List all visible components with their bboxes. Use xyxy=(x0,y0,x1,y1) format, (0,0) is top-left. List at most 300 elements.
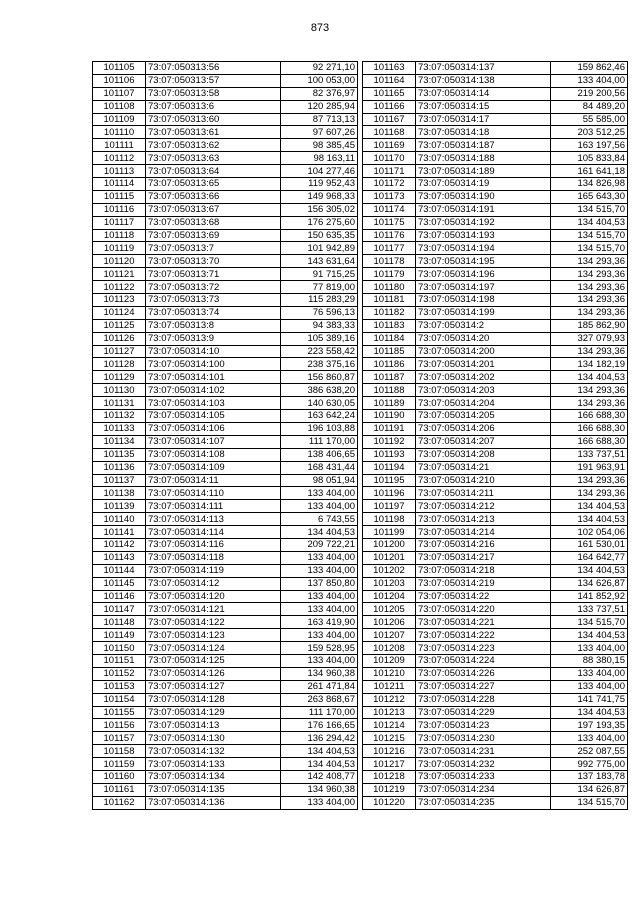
cadastral-number-cell: 73:07:050314:203 xyxy=(416,384,551,397)
row-number-cell: 101123 xyxy=(93,294,146,307)
table-row xyxy=(363,62,628,75)
table-row xyxy=(93,319,358,332)
row-number-cell: 101122 xyxy=(93,281,146,294)
table-row xyxy=(363,319,628,332)
cadastral-number-cell: 73:07:050314:132 xyxy=(146,745,281,758)
cadastral-number-cell: 73:07:050314:195 xyxy=(416,255,551,268)
cadastral-number-cell: 73:07:050314:191 xyxy=(416,203,551,216)
cadastral-number-cell: 73:07:050314:22 xyxy=(416,590,551,603)
table-row xyxy=(93,616,358,629)
row-number-cell: 101172 xyxy=(363,178,416,191)
value-cell: 133 737,51 xyxy=(551,448,628,461)
table-row xyxy=(363,422,628,435)
value-cell: 98 163,11 xyxy=(281,152,358,165)
row-number-cell: 101209 xyxy=(363,654,416,667)
cadastral-number-cell: 73:07:050314:125 xyxy=(146,654,281,667)
table-row xyxy=(93,732,358,745)
table-row xyxy=(93,590,358,603)
row-number-cell: 101204 xyxy=(363,590,416,603)
table-row xyxy=(93,448,358,461)
cadastral-number-cell: 73:07:050314:204 xyxy=(416,397,551,410)
cadastral-number-cell: 73:07:050314:100 xyxy=(146,358,281,371)
cadastral-number-cell: 73:07:050314:129 xyxy=(146,706,281,719)
cadastral-number-cell: 73:07:050313:57 xyxy=(146,74,281,87)
value-cell: 82 376,97 xyxy=(281,87,358,100)
row-number-cell: 101132 xyxy=(93,410,146,423)
value-cell: 223 558,42 xyxy=(281,345,358,358)
table-row xyxy=(363,294,628,307)
table-row xyxy=(93,397,358,410)
table-row xyxy=(93,770,358,783)
value-cell: 120 285,94 xyxy=(281,100,358,113)
left-table-body xyxy=(93,62,358,810)
row-number-cell: 101176 xyxy=(363,229,416,242)
value-cell: 163 197,56 xyxy=(551,139,628,152)
cadastral-number-cell: 73:07:050314:118 xyxy=(146,551,281,564)
row-number-cell: 101197 xyxy=(363,500,416,513)
table-row xyxy=(363,281,628,294)
cadastral-number-cell: 73:07:050314:108 xyxy=(146,448,281,461)
table-row xyxy=(363,616,628,629)
value-cell: 133 404,00 xyxy=(551,642,628,655)
row-number-cell: 101190 xyxy=(363,410,416,423)
cadastral-number-cell: 73:07:050314:235 xyxy=(416,796,551,809)
cadastral-number-cell: 73:07:050314:188 xyxy=(416,152,551,165)
table-row xyxy=(363,590,628,603)
row-number-cell: 101156 xyxy=(93,719,146,732)
row-number-cell: 101136 xyxy=(93,461,146,474)
value-cell: 77 819,00 xyxy=(281,281,358,294)
cadastral-number-cell: 73:07:050314:202 xyxy=(416,371,551,384)
table-row xyxy=(363,577,628,590)
value-cell: 163 642,24 xyxy=(281,410,358,423)
value-cell: 327 079,93 xyxy=(551,332,628,345)
table-row xyxy=(363,745,628,758)
row-number-cell: 101220 xyxy=(363,796,416,809)
table-row xyxy=(93,422,358,435)
cadastral-number-cell: 73:07:050314:206 xyxy=(416,422,551,435)
row-number-cell: 101135 xyxy=(93,448,146,461)
row-number-cell: 101114 xyxy=(93,178,146,191)
table-row xyxy=(363,126,628,139)
cadastral-number-cell: 73:07:050314:210 xyxy=(416,474,551,487)
row-number-cell: 101142 xyxy=(93,538,146,551)
table-row xyxy=(363,345,628,358)
cadastral-number-cell: 73:07:050314:130 xyxy=(146,732,281,745)
cadastral-number-cell: 73:07:050314:207 xyxy=(416,435,551,448)
table-row xyxy=(363,242,628,255)
value-cell: 88 380,15 xyxy=(551,654,628,667)
cadastral-number-cell: 73:07:050314:234 xyxy=(416,783,551,796)
table-row xyxy=(363,255,628,268)
table-row xyxy=(363,165,628,178)
cadastral-number-cell: 73:07:050314:127 xyxy=(146,680,281,693)
value-cell: 104 277,46 xyxy=(281,165,358,178)
table-row xyxy=(363,306,628,319)
row-number-cell: 101182 xyxy=(363,306,416,319)
row-number-cell: 101145 xyxy=(93,577,146,590)
cadastral-number-cell: 73:07:050314:136 xyxy=(146,796,281,809)
cadastral-number-cell: 73:07:050314:138 xyxy=(416,74,551,87)
table-row xyxy=(93,435,358,448)
table-row xyxy=(363,190,628,203)
table-row xyxy=(93,384,358,397)
row-number-cell: 101127 xyxy=(93,345,146,358)
table-row xyxy=(93,113,358,126)
table-row xyxy=(93,294,358,307)
value-cell: 134 404,53 xyxy=(281,745,358,758)
table-row xyxy=(93,255,358,268)
cadastral-number-cell: 73:07:050314:208 xyxy=(416,448,551,461)
value-cell: 252 087,55 xyxy=(551,745,628,758)
value-cell: 263 868,67 xyxy=(281,693,358,706)
value-cell: 386 638,20 xyxy=(281,384,358,397)
cadastral-number-cell: 73:07:050314:126 xyxy=(146,667,281,680)
table-row xyxy=(93,229,358,242)
table-row xyxy=(93,513,358,526)
row-number-cell: 101177 xyxy=(363,242,416,255)
cadastral-number-cell: 73:07:050314:226 xyxy=(416,667,551,680)
cadastral-number-cell: 73:07:050314:232 xyxy=(416,758,551,771)
table-row xyxy=(363,564,628,577)
table-row xyxy=(363,113,628,126)
table-row xyxy=(363,203,628,216)
row-number-cell: 101171 xyxy=(363,165,416,178)
table-row xyxy=(363,152,628,165)
row-number-cell: 101179 xyxy=(363,268,416,281)
table-row xyxy=(93,165,358,178)
table-row xyxy=(93,474,358,487)
cadastral-number-cell: 73:07:050313:74 xyxy=(146,306,281,319)
value-cell: 134 293,36 xyxy=(551,345,628,358)
cadastral-number-cell: 73:07:050314:196 xyxy=(416,268,551,281)
value-cell: 261 471,84 xyxy=(281,680,358,693)
value-cell: 185 862,90 xyxy=(551,319,628,332)
table-row xyxy=(363,500,628,513)
table-row xyxy=(363,448,628,461)
value-cell: 133 404,00 xyxy=(281,564,358,577)
value-cell: 133 404,00 xyxy=(281,654,358,667)
value-cell: 134 515,70 xyxy=(551,203,628,216)
cadastral-number-cell: 73:07:050313:8 xyxy=(146,319,281,332)
cadastral-number-cell: 73:07:050314:217 xyxy=(416,551,551,564)
row-number-cell: 101144 xyxy=(93,564,146,577)
table-row xyxy=(93,487,358,500)
row-number-cell: 101213 xyxy=(363,706,416,719)
row-number-cell: 101166 xyxy=(363,100,416,113)
value-cell: 133 404,00 xyxy=(551,680,628,693)
table-row xyxy=(363,706,628,719)
table-row xyxy=(93,719,358,732)
row-number-cell: 101218 xyxy=(363,770,416,783)
row-number-cell: 101128 xyxy=(93,358,146,371)
table-row xyxy=(363,435,628,448)
row-number-cell: 101113 xyxy=(93,165,146,178)
table-row xyxy=(363,551,628,564)
value-cell: 102 054,06 xyxy=(551,526,628,539)
cadastral-number-cell: 73:07:050313:62 xyxy=(146,139,281,152)
cadastral-number-cell: 73:07:050313:60 xyxy=(146,113,281,126)
table-row xyxy=(363,654,628,667)
table-row xyxy=(93,371,358,384)
cadastral-number-cell: 73:07:050314:212 xyxy=(416,500,551,513)
value-cell: 98 051,94 xyxy=(281,474,358,487)
table-row xyxy=(363,603,628,616)
table-row xyxy=(93,783,358,796)
table-row xyxy=(93,152,358,165)
cadastral-number-cell: 73:07:050313:7 xyxy=(146,242,281,255)
value-cell: 219 200,56 xyxy=(551,87,628,100)
row-number-cell: 101153 xyxy=(93,680,146,693)
table-row xyxy=(93,654,358,667)
row-number-cell: 101206 xyxy=(363,616,416,629)
value-cell: 134 826,98 xyxy=(551,178,628,191)
value-cell: 134 626,87 xyxy=(551,783,628,796)
value-cell: 164 642,77 xyxy=(551,551,628,564)
value-cell: 133 404,00 xyxy=(551,732,628,745)
table-row xyxy=(93,178,358,191)
cadastral-number-cell: 73:07:050314:205 xyxy=(416,410,551,423)
cadastral-number-cell: 73:07:050314:114 xyxy=(146,526,281,539)
table-row xyxy=(93,667,358,680)
value-cell: 133 404,00 xyxy=(281,796,358,809)
cadastral-number-cell: 73:07:050313:69 xyxy=(146,229,281,242)
cadastral-number-cell: 73:07:050313:66 xyxy=(146,190,281,203)
page-number: 873 xyxy=(310,22,330,34)
value-cell: 98 385,45 xyxy=(281,139,358,152)
row-number-cell: 101134 xyxy=(93,435,146,448)
row-number-cell: 101195 xyxy=(363,474,416,487)
cadastral-number-cell: 73:07:050313:56 xyxy=(146,62,281,75)
table-row xyxy=(93,603,358,616)
cadastral-number-cell: 73:07:050314:229 xyxy=(416,706,551,719)
cadastral-number-cell: 73:07:050313:9 xyxy=(146,332,281,345)
row-number-cell: 101201 xyxy=(363,551,416,564)
value-cell: 100 053,00 xyxy=(281,74,358,87)
cadastral-number-cell: 73:07:050314:222 xyxy=(416,629,551,642)
value-cell: 159 862,46 xyxy=(551,62,628,75)
value-cell: 101 942,89 xyxy=(281,242,358,255)
table-row xyxy=(363,513,628,526)
value-cell: 119 952,43 xyxy=(281,178,358,191)
cadastral-number-cell: 73:07:050314:19 xyxy=(416,178,551,191)
cadastral-number-cell: 73:07:050314:122 xyxy=(146,616,281,629)
value-cell: 161 641,18 xyxy=(551,165,628,178)
value-cell: 992 775,00 xyxy=(551,758,628,771)
row-number-cell: 101217 xyxy=(363,758,416,771)
cadastral-number-cell: 73:07:050314:111 xyxy=(146,500,281,513)
row-number-cell: 101183 xyxy=(363,319,416,332)
value-cell: 143 631,64 xyxy=(281,255,358,268)
value-cell: 134 404,53 xyxy=(551,564,628,577)
row-number-cell: 101199 xyxy=(363,526,416,539)
value-cell: 134 404,53 xyxy=(551,513,628,526)
row-number-cell: 101160 xyxy=(93,770,146,783)
value-cell: 94 383,33 xyxy=(281,319,358,332)
table-row xyxy=(363,783,628,796)
cadastral-number-cell: 73:07:050314:103 xyxy=(146,397,281,410)
value-cell: 163 419,90 xyxy=(281,616,358,629)
row-number-cell: 101139 xyxy=(93,500,146,513)
value-cell: 134 293,36 xyxy=(551,294,628,307)
table-row xyxy=(363,693,628,706)
value-cell: 97 607,26 xyxy=(281,126,358,139)
row-number-cell: 101137 xyxy=(93,474,146,487)
cadastral-number-cell: 73:07:050313:67 xyxy=(146,203,281,216)
value-cell: 166 688,30 xyxy=(551,410,628,423)
value-cell: 134 515,70 xyxy=(551,242,628,255)
value-cell: 134 515,70 xyxy=(551,616,628,629)
value-cell: 238 375,16 xyxy=(281,358,358,371)
cadastral-number-cell: 73:07:050314:15 xyxy=(416,100,551,113)
cadastral-number-cell: 73:07:050313:63 xyxy=(146,152,281,165)
value-cell: 105 833,84 xyxy=(551,152,628,165)
cadastral-number-cell: 73:07:050314:20 xyxy=(416,332,551,345)
row-number-cell: 101118 xyxy=(93,229,146,242)
value-cell: 55 585,00 xyxy=(551,113,628,126)
row-number-cell: 101194 xyxy=(363,461,416,474)
cadastral-number-cell: 73:07:050314:113 xyxy=(146,513,281,526)
cadastral-number-cell: 73:07:050314:192 xyxy=(416,216,551,229)
table-row xyxy=(93,693,358,706)
value-cell: 161 530,01 xyxy=(551,538,628,551)
row-number-cell: 101116 xyxy=(93,203,146,216)
row-number-cell: 101207 xyxy=(363,629,416,642)
row-number-cell: 101193 xyxy=(363,448,416,461)
cadastral-number-cell: 73:07:050314:17 xyxy=(416,113,551,126)
table-row xyxy=(93,242,358,255)
table-row xyxy=(363,332,628,345)
value-cell: 203 512,25 xyxy=(551,126,628,139)
value-cell: 134 515,70 xyxy=(551,796,628,809)
row-number-cell: 101200 xyxy=(363,538,416,551)
row-number-cell: 101126 xyxy=(93,332,146,345)
cadastral-number-cell: 73:07:050314:137 xyxy=(416,62,551,75)
cadastral-number-cell: 73:07:050313:71 xyxy=(146,268,281,281)
cadastral-number-cell: 73:07:050314:197 xyxy=(416,281,551,294)
cadastral-number-cell: 73:07:050314:189 xyxy=(416,165,551,178)
table-row xyxy=(363,526,628,539)
row-number-cell: 101192 xyxy=(363,435,416,448)
cadastral-number-cell: 73:07:050314:190 xyxy=(416,190,551,203)
value-cell: 105 389,16 xyxy=(281,332,358,345)
row-number-cell: 101119 xyxy=(93,242,146,255)
value-cell: 165 643,30 xyxy=(551,190,628,203)
table-row xyxy=(363,268,628,281)
table-row xyxy=(363,87,628,100)
value-cell: 176 275,60 xyxy=(281,216,358,229)
table-row xyxy=(93,500,358,513)
cadastral-number-cell: 73:07:050313:65 xyxy=(146,178,281,191)
row-number-cell: 101141 xyxy=(93,526,146,539)
value-cell: 133 404,00 xyxy=(281,629,358,642)
cadastral-number-cell: 73:07:050314:233 xyxy=(416,770,551,783)
row-number-cell: 101143 xyxy=(93,551,146,564)
table-row xyxy=(93,577,358,590)
cadastral-number-cell: 73:07:050314:107 xyxy=(146,435,281,448)
value-cell: 134 293,36 xyxy=(551,384,628,397)
table-row xyxy=(363,410,628,423)
row-number-cell: 101169 xyxy=(363,139,416,152)
cadastral-number-cell: 73:07:050314:194 xyxy=(416,242,551,255)
value-cell: 133 404,00 xyxy=(281,551,358,564)
row-number-cell: 101121 xyxy=(93,268,146,281)
value-cell: 76 596,13 xyxy=(281,306,358,319)
row-number-cell: 101161 xyxy=(93,783,146,796)
value-cell: 141 852,92 xyxy=(551,590,628,603)
row-number-cell: 101191 xyxy=(363,422,416,435)
row-number-cell: 101219 xyxy=(363,783,416,796)
row-number-cell: 101185 xyxy=(363,345,416,358)
value-cell: 134 960,38 xyxy=(281,667,358,680)
value-cell: 166 688,30 xyxy=(551,422,628,435)
cadastral-number-cell: 73:07:050313:58 xyxy=(146,87,281,100)
cadastral-number-cell: 73:07:050314:231 xyxy=(416,745,551,758)
value-cell: 150 635,35 xyxy=(281,229,358,242)
row-number-cell: 101198 xyxy=(363,513,416,526)
table-row xyxy=(93,745,358,758)
cadastral-number-cell: 73:07:050313:70 xyxy=(146,255,281,268)
table-row xyxy=(93,306,358,319)
cadastral-number-cell: 73:07:050314:228 xyxy=(416,693,551,706)
value-cell: 134 293,36 xyxy=(551,255,628,268)
table-row xyxy=(363,758,628,771)
table-row xyxy=(93,706,358,719)
table-row xyxy=(363,139,628,152)
row-number-cell: 101202 xyxy=(363,564,416,577)
row-number-cell: 101174 xyxy=(363,203,416,216)
value-cell: 191 963,91 xyxy=(551,461,628,474)
value-cell: 134 293,36 xyxy=(551,306,628,319)
value-cell: 134 293,36 xyxy=(551,474,628,487)
row-number-cell: 101189 xyxy=(363,397,416,410)
value-cell: 111 170,00 xyxy=(281,706,358,719)
row-number-cell: 101212 xyxy=(363,693,416,706)
row-number-cell: 101205 xyxy=(363,603,416,616)
value-cell: 115 283,29 xyxy=(281,294,358,307)
cadastral-number-cell: 73:07:050314:213 xyxy=(416,513,551,526)
row-number-cell: 101146 xyxy=(93,590,146,603)
row-number-cell: 101115 xyxy=(93,190,146,203)
value-cell: 134 960,38 xyxy=(281,783,358,796)
value-cell: 134 293,36 xyxy=(551,397,628,410)
table-row xyxy=(93,203,358,216)
row-number-cell: 101105 xyxy=(93,62,146,75)
row-number-cell: 101108 xyxy=(93,100,146,113)
table-row xyxy=(363,680,628,693)
value-cell: 141 741,75 xyxy=(551,693,628,706)
cadastral-number-cell: 73:07:050314:230 xyxy=(416,732,551,745)
table-row xyxy=(363,719,628,732)
table-row xyxy=(93,629,358,642)
cadastral-number-cell: 73:07:050314:227 xyxy=(416,680,551,693)
left-data-table xyxy=(92,61,358,810)
table-row xyxy=(93,62,358,75)
value-cell: 209 722,21 xyxy=(281,538,358,551)
cadastral-number-cell: 73:07:050314:101 xyxy=(146,371,281,384)
cadastral-number-cell: 73:07:050314:220 xyxy=(416,603,551,616)
table-row xyxy=(363,629,628,642)
row-number-cell: 101147 xyxy=(93,603,146,616)
row-number-cell: 101186 xyxy=(363,358,416,371)
cadastral-number-cell: 73:07:050313:72 xyxy=(146,281,281,294)
table-row xyxy=(93,268,358,281)
cadastral-number-cell: 73:07:050314:193 xyxy=(416,229,551,242)
value-cell: 133 404,00 xyxy=(281,590,358,603)
value-cell: 133 404,00 xyxy=(551,667,628,680)
row-number-cell: 101158 xyxy=(93,745,146,758)
table-row xyxy=(93,100,358,113)
